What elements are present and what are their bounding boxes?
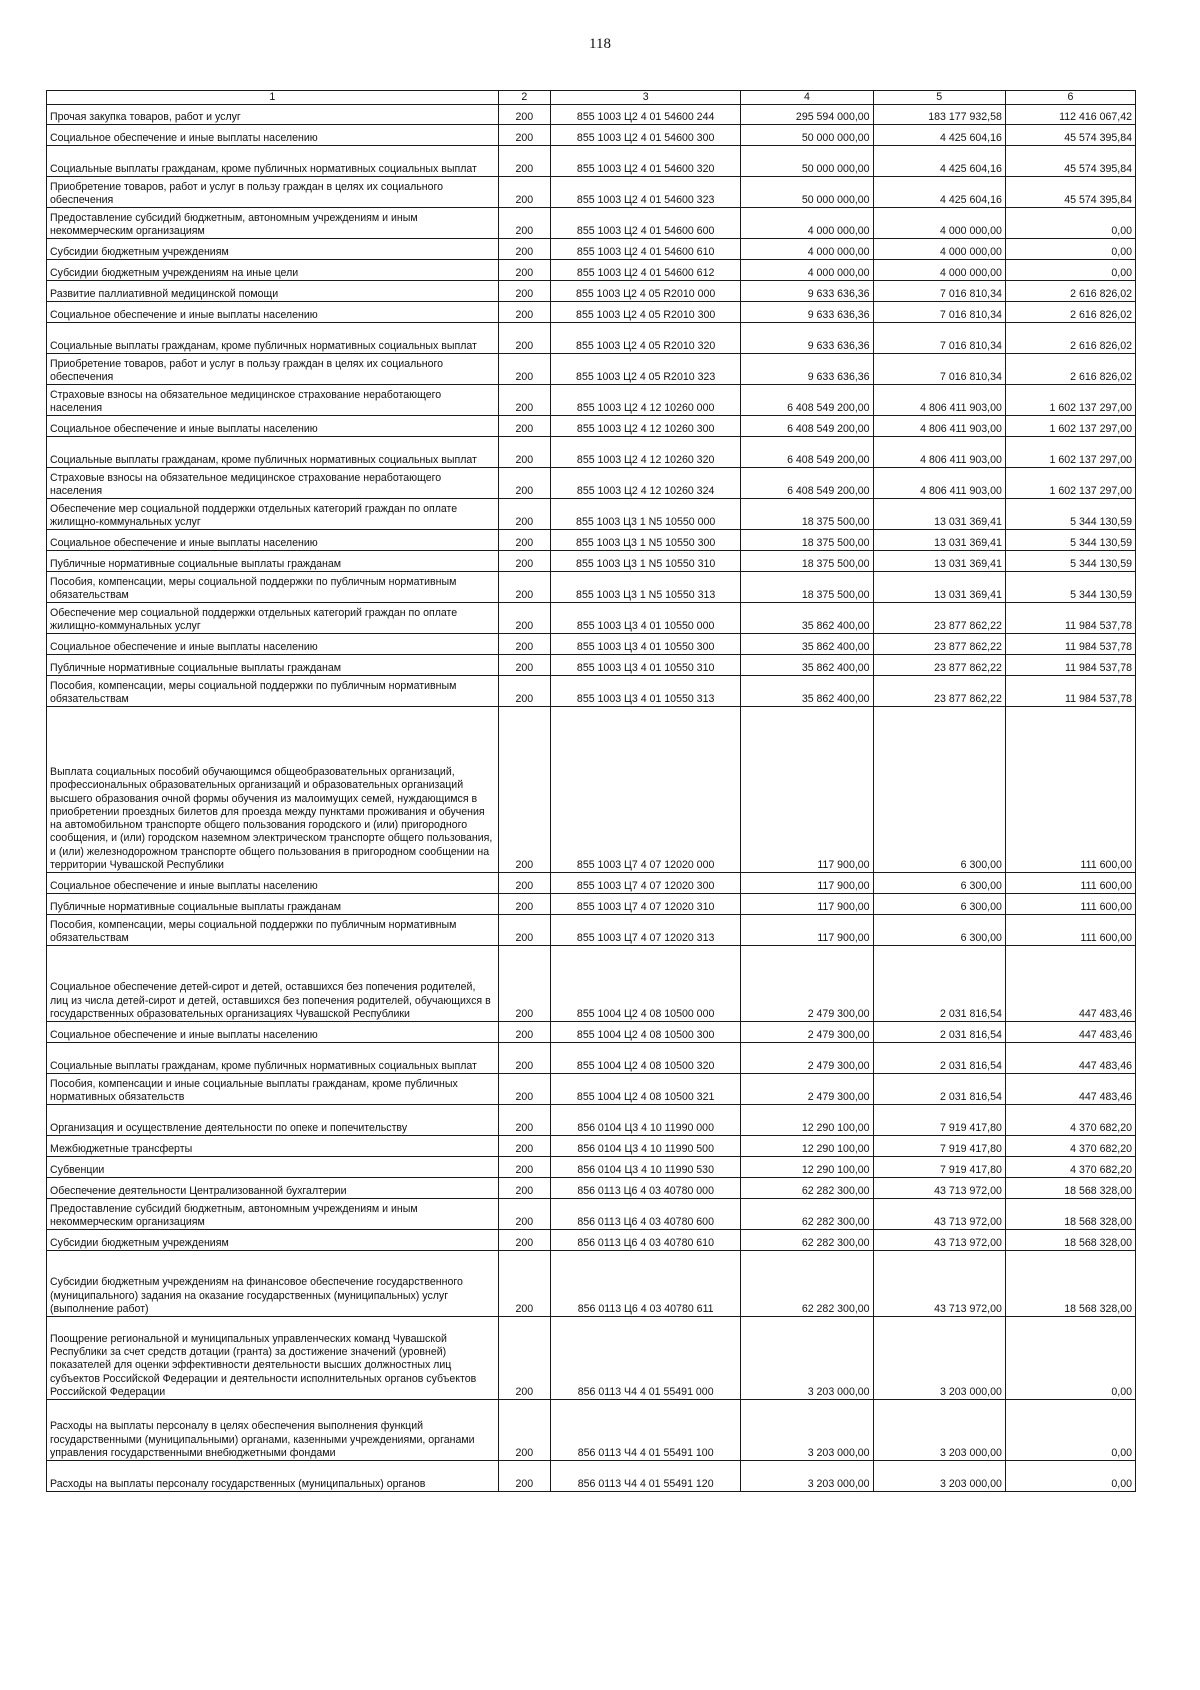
- table-row: [47, 1178, 1136, 1199]
- row-budget-code: 855 1003 Ц3 4 01 10550 300: [551, 634, 741, 655]
- row-remaining-amount: 447 483,46: [1005, 1022, 1135, 1043]
- row-budget-code: 855 1003 Ц3 1 N5 10550 313: [551, 572, 741, 603]
- row-name: Социальное обеспечение и иные выплаты населению: [47, 634, 499, 655]
- row-executed-amount: 23 877 862,22: [873, 603, 1005, 634]
- row-remaining-amount: 45 574 395,84: [1005, 146, 1135, 177]
- row-remaining-amount: 111 600,00: [1005, 707, 1135, 873]
- row-kod: 200: [498, 1105, 550, 1136]
- row-kod: 200: [498, 1461, 550, 1492]
- table-row: [47, 125, 1136, 146]
- row-budget-code: 855 1003 Ц2 4 05 R2010 300: [551, 302, 741, 323]
- row-remaining-amount: 0,00: [1005, 260, 1135, 281]
- page-number: 118: [589, 36, 611, 52]
- table-row: [47, 530, 1136, 551]
- row-name: Социальные выплаты гражданам, кроме публичных нормативных социальных выплат: [47, 437, 499, 468]
- row-approved-amount: 12 290 100,00: [741, 1157, 873, 1178]
- table-row: [47, 281, 1136, 302]
- row-name: Прочая закупка товаров, работ и услуг: [47, 105, 499, 125]
- row-name: Расходы на выплаты персоналу в целях обеспечения выполнения функций государственными (муниципальными) органами, казенными учреждениями, органами управления государственными внебюджетными фондами: [47, 1400, 499, 1461]
- row-kod: 200: [498, 260, 550, 281]
- row-approved-amount: 12 290 100,00: [741, 1105, 873, 1136]
- row-executed-amount: 23 877 862,22: [873, 655, 1005, 676]
- row-kod: 200: [498, 125, 550, 146]
- row-remaining-amount: 11 984 537,78: [1005, 676, 1135, 707]
- row-budget-code: 855 1004 Ц2 4 08 10500 300: [551, 1022, 741, 1043]
- row-name: Субсидии бюджетным учреждениям на иные цели: [47, 260, 499, 281]
- row-approved-amount: 6 408 549 200,00: [741, 468, 873, 499]
- row-kod: 200: [498, 572, 550, 603]
- row-name: Страховые взносы на обязательное медицинское страхование неработающего населения: [47, 468, 499, 499]
- column-header: 6: [1005, 91, 1135, 105]
- row-name: Публичные нормативные социальные выплаты гражданам: [47, 655, 499, 676]
- row-kod: 200: [498, 1074, 550, 1105]
- row-kod: 200: [498, 1199, 550, 1230]
- row-kod: 200: [498, 1251, 550, 1317]
- row-kod: 200: [498, 385, 550, 416]
- row-executed-amount: 4 806 411 903,00: [873, 437, 1005, 468]
- row-executed-amount: 7 016 810,34: [873, 354, 1005, 385]
- row-kod: 200: [498, 1178, 550, 1199]
- row-kod: 200: [498, 1043, 550, 1074]
- row-approved-amount: 117 900,00: [741, 894, 873, 915]
- row-approved-amount: 117 900,00: [741, 915, 873, 946]
- row-name: Пособия, компенсации, меры социальной поддержки по публичным нормативным обязательствам: [47, 915, 499, 946]
- row-name: Социальное обеспечение и иные выплаты населению: [47, 416, 499, 437]
- table-row: [47, 239, 1136, 260]
- row-name: Пособия, компенсации, меры социальной поддержки по публичным нормативным обязательствам: [47, 572, 499, 603]
- row-name: Обеспечение мер социальной поддержки отдельных категорий граждан по оплате жилищно-коммунальных услуг: [47, 499, 499, 530]
- row-budget-code: 855 1004 Ц2 4 08 10500 000: [551, 946, 741, 1022]
- row-approved-amount: 2 479 300,00: [741, 1022, 873, 1043]
- row-remaining-amount: 4 370 682,20: [1005, 1105, 1135, 1136]
- row-executed-amount: 2 031 816,54: [873, 1074, 1005, 1105]
- row-kod: 200: [498, 146, 550, 177]
- row-remaining-amount: 2 616 826,02: [1005, 354, 1135, 385]
- row-remaining-amount: 0,00: [1005, 1400, 1135, 1461]
- row-kod: 200: [498, 323, 550, 354]
- row-kod: 200: [498, 551, 550, 572]
- row-approved-amount: 62 282 300,00: [741, 1251, 873, 1317]
- row-remaining-amount: 5 344 130,59: [1005, 499, 1135, 530]
- row-remaining-amount: 5 344 130,59: [1005, 530, 1135, 551]
- row-budget-code: 856 0113 Ч4 4 01 55491 000: [551, 1317, 741, 1400]
- table-row: [47, 1230, 1136, 1251]
- row-name: Социальное обеспечение и иные выплаты населению: [47, 302, 499, 323]
- row-remaining-amount: 0,00: [1005, 1461, 1135, 1492]
- row-remaining-amount: 18 568 328,00: [1005, 1178, 1135, 1199]
- row-budget-code: 856 0104 Ц3 4 10 11990 500: [551, 1136, 741, 1157]
- row-approved-amount: 3 203 000,00: [741, 1461, 873, 1492]
- row-remaining-amount: 2 616 826,02: [1005, 302, 1135, 323]
- row-kod: 200: [498, 281, 550, 302]
- table-row: [47, 572, 1136, 603]
- row-name: Межбюджетные трансферты: [47, 1136, 499, 1157]
- row-name: Пособия, компенсации и иные социальные выплаты гражданам, кроме публичных нормативных обязательств: [47, 1074, 499, 1105]
- table-row: [47, 603, 1136, 634]
- row-approved-amount: 18 375 500,00: [741, 530, 873, 551]
- row-kod: 200: [498, 499, 550, 530]
- row-name: Публичные нормативные социальные выплаты гражданам: [47, 551, 499, 572]
- row-approved-amount: 9 633 636,36: [741, 323, 873, 354]
- row-approved-amount: 62 282 300,00: [741, 1199, 873, 1230]
- table-row: [47, 1251, 1136, 1317]
- row-executed-amount: 4 806 411 903,00: [873, 468, 1005, 499]
- row-remaining-amount: 4 370 682,20: [1005, 1157, 1135, 1178]
- row-executed-amount: 7 016 810,34: [873, 323, 1005, 354]
- row-name: Приобретение товаров, работ и услуг в пользу граждан в целях их социального обеспечения: [47, 354, 499, 385]
- row-name: Социальное обеспечение и иные выплаты населению: [47, 873, 499, 894]
- row-budget-code: 856 0113 Ц6 4 03 40780 610: [551, 1230, 741, 1251]
- row-executed-amount: 13 031 369,41: [873, 572, 1005, 603]
- row-name: Обеспечение деятельности Централизованной бухгалтерии: [47, 1178, 499, 1199]
- row-kod: 200: [498, 208, 550, 239]
- row-budget-code: 855 1003 Ц7 4 07 12020 313: [551, 915, 741, 946]
- table-row: [47, 354, 1136, 385]
- row-kod: 200: [498, 354, 550, 385]
- row-budget-code: 855 1003 Ц2 4 05 R2010 323: [551, 354, 741, 385]
- column-header: 2: [498, 91, 550, 105]
- row-name: Социальное обеспечение и иные выплаты населению: [47, 1022, 499, 1043]
- row-name: Социальные выплаты гражданам, кроме публичных нормативных социальных выплат: [47, 1043, 499, 1074]
- row-budget-code: 855 1003 Ц2 4 12 10260 320: [551, 437, 741, 468]
- row-name: Развитие паллиативной медицинской помощи: [47, 281, 499, 302]
- row-approved-amount: 9 633 636,36: [741, 281, 873, 302]
- row-kod: 200: [498, 302, 550, 323]
- row-approved-amount: 62 282 300,00: [741, 1178, 873, 1199]
- row-approved-amount: 9 633 636,36: [741, 354, 873, 385]
- row-budget-code: 855 1003 Ц3 1 N5 10550 000: [551, 499, 741, 530]
- row-kod: 200: [498, 707, 550, 873]
- column-header: 1: [47, 91, 499, 105]
- row-executed-amount: 43 713 972,00: [873, 1230, 1005, 1251]
- table-row: [47, 499, 1136, 530]
- row-executed-amount: 23 877 862,22: [873, 634, 1005, 655]
- row-executed-amount: 4 806 411 903,00: [873, 416, 1005, 437]
- row-name: Социальное обеспечение и иные выплаты населению: [47, 125, 499, 146]
- row-approved-amount: 117 900,00: [741, 707, 873, 873]
- row-executed-amount: 43 713 972,00: [873, 1251, 1005, 1317]
- row-remaining-amount: 1 602 137 297,00: [1005, 416, 1135, 437]
- table-row: [47, 1022, 1136, 1043]
- table-row: [47, 323, 1136, 354]
- row-budget-code: 855 1003 Ц2 4 01 54600 610: [551, 239, 741, 260]
- row-executed-amount: 6 300,00: [873, 707, 1005, 873]
- table-row: [47, 146, 1136, 177]
- row-name: Социальное обеспечение и иные выплаты населению: [47, 530, 499, 551]
- row-remaining-amount: 447 483,46: [1005, 1074, 1135, 1105]
- row-kod: 200: [498, 1230, 550, 1251]
- table-row: [47, 873, 1136, 894]
- row-approved-amount: 35 862 400,00: [741, 676, 873, 707]
- row-kod: 200: [498, 873, 550, 894]
- row-budget-code: 855 1003 Ц3 4 01 10550 000: [551, 603, 741, 634]
- row-approved-amount: 62 282 300,00: [741, 1230, 873, 1251]
- row-approved-amount: 9 633 636,36: [741, 302, 873, 323]
- row-budget-code: 855 1003 Ц3 4 01 10550 310: [551, 655, 741, 676]
- row-budget-code: 855 1003 Ц2 4 12 10260 300: [551, 416, 741, 437]
- row-remaining-amount: 2 616 826,02: [1005, 323, 1135, 354]
- row-kod: 200: [498, 416, 550, 437]
- row-executed-amount: 4 425 604,16: [873, 125, 1005, 146]
- row-remaining-amount: 111 600,00: [1005, 894, 1135, 915]
- row-executed-amount: 7 016 810,34: [873, 281, 1005, 302]
- row-approved-amount: 295 594 000,00: [741, 105, 873, 125]
- row-executed-amount: 43 713 972,00: [873, 1178, 1005, 1199]
- row-executed-amount: 183 177 932,58: [873, 105, 1005, 125]
- row-executed-amount: 3 203 000,00: [873, 1400, 1005, 1461]
- row-name: Субсидии бюджетным учреждениям: [47, 1230, 499, 1251]
- row-approved-amount: 117 900,00: [741, 873, 873, 894]
- table-row: [47, 634, 1136, 655]
- row-name: Выплата социальных пособий обучающимся общеобразовательных организаций, профессиональных образовательных организаций и образовательных организаций высшего образования очной формы обучения из малоимущих семей, нуждающимся в приобретении проездных билетов для проезда между пунктами проживания и обучения на автомобильном транспорте общего пользования городского и (или) пригородного сообщения, и (или) городском наземном электрическом транспорте общего пользования, и (или) железнодорожном транспорте общего пользования в пригородном сообщении на территории Чувашской Республики: [47, 707, 499, 873]
- row-name: Расходы на выплаты персоналу государственных (муниципальных) органов: [47, 1461, 499, 1492]
- row-executed-amount: 2 031 816,54: [873, 1043, 1005, 1074]
- row-remaining-amount: 18 568 328,00: [1005, 1230, 1135, 1251]
- row-executed-amount: 13 031 369,41: [873, 530, 1005, 551]
- row-executed-amount: 7 919 417,80: [873, 1105, 1005, 1136]
- row-executed-amount: 7 919 417,80: [873, 1136, 1005, 1157]
- row-remaining-amount: 111 600,00: [1005, 873, 1135, 894]
- row-executed-amount: 6 300,00: [873, 915, 1005, 946]
- row-kod: 200: [498, 437, 550, 468]
- row-name: Социальное обеспечение детей-сирот и детей, оставшихся без попечения родителей, лиц из числа детей-сирот и детей, оставшихся без попечения родителей, обучающихся в государственных образовательных организациях Чувашской Республики: [47, 946, 499, 1022]
- table-row: [47, 894, 1136, 915]
- row-name: Социальные выплаты гражданам, кроме публичных нормативных социальных выплат: [47, 146, 499, 177]
- column-header: 3: [551, 91, 741, 105]
- row-approved-amount: 4 000 000,00: [741, 260, 873, 281]
- row-remaining-amount: 0,00: [1005, 1317, 1135, 1400]
- row-remaining-amount: 0,00: [1005, 208, 1135, 239]
- row-name: Публичные нормативные социальные выплаты гражданам: [47, 894, 499, 915]
- row-executed-amount: 7 919 417,80: [873, 1157, 1005, 1178]
- table-row: [47, 177, 1136, 208]
- table-row: [47, 260, 1136, 281]
- row-executed-amount: 6 300,00: [873, 894, 1005, 915]
- row-kod: 200: [498, 655, 550, 676]
- row-budget-code: 855 1003 Ц2 4 01 54600 244: [551, 105, 741, 125]
- row-name: Приобретение товаров, работ и услуг в пользу граждан в целях их социального обеспечения: [47, 177, 499, 208]
- table-row: [47, 707, 1136, 873]
- table-row: [47, 1043, 1136, 1074]
- row-executed-amount: 7 016 810,34: [873, 302, 1005, 323]
- row-budget-code: 855 1003 Ц2 4 01 54600 320: [551, 146, 741, 177]
- row-executed-amount: 13 031 369,41: [873, 551, 1005, 572]
- row-remaining-amount: 11 984 537,78: [1005, 603, 1135, 634]
- row-approved-amount: 4 000 000,00: [741, 239, 873, 260]
- table-row: [47, 915, 1136, 946]
- table-row: [47, 946, 1136, 1022]
- table-row: [47, 1105, 1136, 1136]
- row-budget-code: 855 1003 Ц2 4 05 R2010 000: [551, 281, 741, 302]
- row-name: Обеспечение мер социальной поддержки отдельных категорий граждан по оплате жилищно-коммунальных услуг: [47, 603, 499, 634]
- row-approved-amount: 35 862 400,00: [741, 634, 873, 655]
- table-row: [47, 385, 1136, 416]
- table-row: [47, 105, 1136, 125]
- row-remaining-amount: 2 616 826,02: [1005, 281, 1135, 302]
- row-budget-code: 855 1003 Ц2 4 01 54600 600: [551, 208, 741, 239]
- row-name: Страховые взносы на обязательное медицинское страхование неработающего населения: [47, 385, 499, 416]
- row-approved-amount: 18 375 500,00: [741, 551, 873, 572]
- table-row: [47, 208, 1136, 239]
- row-budget-code: 855 1003 Ц2 4 12 10260 324: [551, 468, 741, 499]
- row-remaining-amount: 5 344 130,59: [1005, 551, 1135, 572]
- row-budget-code: 856 0113 Ч4 4 01 55491 100: [551, 1400, 741, 1461]
- row-approved-amount: 18 375 500,00: [741, 572, 873, 603]
- table-row: [47, 437, 1136, 468]
- row-name: Предоставление субсидий бюджетным, автономным учреждениям и иным некоммерческим организациям: [47, 1199, 499, 1230]
- row-remaining-amount: 45 574 395,84: [1005, 125, 1135, 146]
- row-approved-amount: 35 862 400,00: [741, 655, 873, 676]
- table-row: [47, 302, 1136, 323]
- row-approved-amount: 50 000 000,00: [741, 125, 873, 146]
- row-kod: 200: [498, 468, 550, 499]
- row-remaining-amount: 112 416 067,42: [1005, 105, 1135, 125]
- table-row: [47, 1157, 1136, 1178]
- row-kod: 200: [498, 1317, 550, 1400]
- row-remaining-amount: 45 574 395,84: [1005, 177, 1135, 208]
- budget-table: [46, 90, 1136, 1492]
- row-remaining-amount: 18 568 328,00: [1005, 1199, 1135, 1230]
- row-budget-code: 855 1004 Ц2 4 08 10500 320: [551, 1043, 741, 1074]
- row-name: Социальные выплаты гражданам, кроме публичных нормативных социальных выплат: [47, 323, 499, 354]
- row-remaining-amount: 11 984 537,78: [1005, 634, 1135, 655]
- row-budget-code: 856 0104 Ц3 4 10 11990 530: [551, 1157, 741, 1178]
- table-row: [47, 1400, 1136, 1461]
- row-executed-amount: 23 877 862,22: [873, 676, 1005, 707]
- row-budget-code: 856 0113 Ц6 4 03 40780 000: [551, 1178, 741, 1199]
- table-row: [47, 468, 1136, 499]
- row-approved-amount: 6 408 549 200,00: [741, 385, 873, 416]
- table-row: [47, 676, 1136, 707]
- table-row: [47, 1317, 1136, 1400]
- table-row: [47, 416, 1136, 437]
- row-name: Предоставление субсидий бюджетным, автономным учреждениям и иным некоммерческим организациям: [47, 208, 499, 239]
- table-row: [47, 1074, 1136, 1105]
- row-kod: 200: [498, 915, 550, 946]
- column-header: 4: [741, 91, 873, 105]
- row-remaining-amount: 11 984 537,78: [1005, 655, 1135, 676]
- table-row: [47, 1136, 1136, 1157]
- row-budget-code: 855 1003 Ц7 4 07 12020 310: [551, 894, 741, 915]
- row-approved-amount: 35 862 400,00: [741, 603, 873, 634]
- row-kod: 200: [498, 603, 550, 634]
- column-header: 5: [873, 91, 1005, 105]
- row-remaining-amount: 4 370 682,20: [1005, 1136, 1135, 1157]
- row-remaining-amount: 1 602 137 297,00: [1005, 468, 1135, 499]
- row-kod: 200: [498, 105, 550, 125]
- row-approved-amount: 3 203 000,00: [741, 1400, 873, 1461]
- row-executed-amount: 4 425 604,16: [873, 146, 1005, 177]
- table-row: [47, 1461, 1136, 1492]
- row-approved-amount: 50 000 000,00: [741, 146, 873, 177]
- row-kod: 200: [498, 1136, 550, 1157]
- row-name: Субсидии бюджетным учреждениям на финансовое обеспечение государственного (муниципального) задания на оказание государственных (муниципальных) услуг (выполнение работ): [47, 1251, 499, 1317]
- row-executed-amount: 13 031 369,41: [873, 499, 1005, 530]
- row-executed-amount: 2 031 816,54: [873, 1022, 1005, 1043]
- row-kod: 200: [498, 634, 550, 655]
- row-approved-amount: 3 203 000,00: [741, 1317, 873, 1400]
- row-approved-amount: 50 000 000,00: [741, 177, 873, 208]
- table-row: [47, 551, 1136, 572]
- row-executed-amount: 4 000 000,00: [873, 260, 1005, 281]
- row-kod: 200: [498, 530, 550, 551]
- row-budget-code: 856 0113 Ц6 4 03 40780 600: [551, 1199, 741, 1230]
- row-approved-amount: 6 408 549 200,00: [741, 416, 873, 437]
- row-executed-amount: 2 031 816,54: [873, 946, 1005, 1022]
- row-name: Субсидии бюджетным учреждениям: [47, 239, 499, 260]
- row-kod: 200: [498, 676, 550, 707]
- row-kod: 200: [498, 946, 550, 1022]
- row-name: Организация и осуществление деятельности по опеке и попечительству: [47, 1105, 499, 1136]
- column-number-row: [47, 91, 1136, 105]
- table-row: [47, 655, 1136, 676]
- row-budget-code: 855 1003 Ц3 1 N5 10550 300: [551, 530, 741, 551]
- row-budget-code: 856 0113 Ц6 4 03 40780 611: [551, 1251, 741, 1317]
- row-kod: 200: [498, 1157, 550, 1178]
- row-approved-amount: 2 479 300,00: [741, 1043, 873, 1074]
- row-executed-amount: 4 425 604,16: [873, 177, 1005, 208]
- row-name: Поощрение региональной и муниципальных управленческих команд Чувашской Республики за счет средств дотации (гранта) за достижение значений (уровней) показателей для оценки эффективности деятельности высших должностных лиц субъектов Российской Федерации и деятельности исполнительных органов субъектов Российской Федерации: [47, 1317, 499, 1400]
- row-budget-code: 855 1003 Ц7 4 07 12020 000: [551, 707, 741, 873]
- row-kod: 200: [498, 239, 550, 260]
- row-name: Субвенции: [47, 1157, 499, 1178]
- row-approved-amount: 12 290 100,00: [741, 1136, 873, 1157]
- row-kod: 200: [498, 177, 550, 208]
- row-approved-amount: 4 000 000,00: [741, 208, 873, 239]
- row-remaining-amount: 1 602 137 297,00: [1005, 437, 1135, 468]
- row-budget-code: 855 1003 Ц2 4 01 54600 612: [551, 260, 741, 281]
- row-executed-amount: 4 000 000,00: [873, 208, 1005, 239]
- row-approved-amount: 6 408 549 200,00: [741, 437, 873, 468]
- row-remaining-amount: 111 600,00: [1005, 915, 1135, 946]
- row-executed-amount: 3 203 000,00: [873, 1317, 1005, 1400]
- row-budget-code: 855 1003 Ц3 4 01 10550 313: [551, 676, 741, 707]
- row-budget-code: 855 1003 Ц7 4 07 12020 300: [551, 873, 741, 894]
- row-budget-code: 855 1003 Ц2 4 01 54600 323: [551, 177, 741, 208]
- row-remaining-amount: 0,00: [1005, 239, 1135, 260]
- row-kod: 200: [498, 1400, 550, 1461]
- row-remaining-amount: 447 483,46: [1005, 946, 1135, 1022]
- row-kod: 200: [498, 1022, 550, 1043]
- row-remaining-amount: 447 483,46: [1005, 1043, 1135, 1074]
- table-row: [47, 1199, 1136, 1230]
- row-budget-code: 855 1003 Ц3 1 N5 10550 310: [551, 551, 741, 572]
- row-budget-code: 855 1003 Ц2 4 01 54600 300: [551, 125, 741, 146]
- row-budget-code: 856 0104 Ц3 4 10 11990 000: [551, 1105, 741, 1136]
- row-executed-amount: 3 203 000,00: [873, 1461, 1005, 1492]
- row-name: Пособия, компенсации, меры социальной поддержки по публичным нормативным обязательствам: [47, 676, 499, 707]
- row-budget-code: 855 1004 Ц2 4 08 10500 321: [551, 1074, 741, 1105]
- row-executed-amount: 43 713 972,00: [873, 1199, 1005, 1230]
- row-budget-code: 855 1003 Ц2 4 05 R2010 320: [551, 323, 741, 354]
- row-approved-amount: 18 375 500,00: [741, 499, 873, 530]
- row-executed-amount: 6 300,00: [873, 873, 1005, 894]
- row-approved-amount: 2 479 300,00: [741, 1074, 873, 1105]
- row-budget-code: 856 0113 Ч4 4 01 55491 120: [551, 1461, 741, 1492]
- row-remaining-amount: 1 602 137 297,00: [1005, 385, 1135, 416]
- row-executed-amount: 4 000 000,00: [873, 239, 1005, 260]
- row-kod: 200: [498, 894, 550, 915]
- row-budget-code: 855 1003 Ц2 4 12 10260 000: [551, 385, 741, 416]
- row-remaining-amount: 5 344 130,59: [1005, 572, 1135, 603]
- row-remaining-amount: 18 568 328,00: [1005, 1251, 1135, 1317]
- row-executed-amount: 4 806 411 903,00: [873, 385, 1005, 416]
- row-approved-amount: 2 479 300,00: [741, 946, 873, 1022]
